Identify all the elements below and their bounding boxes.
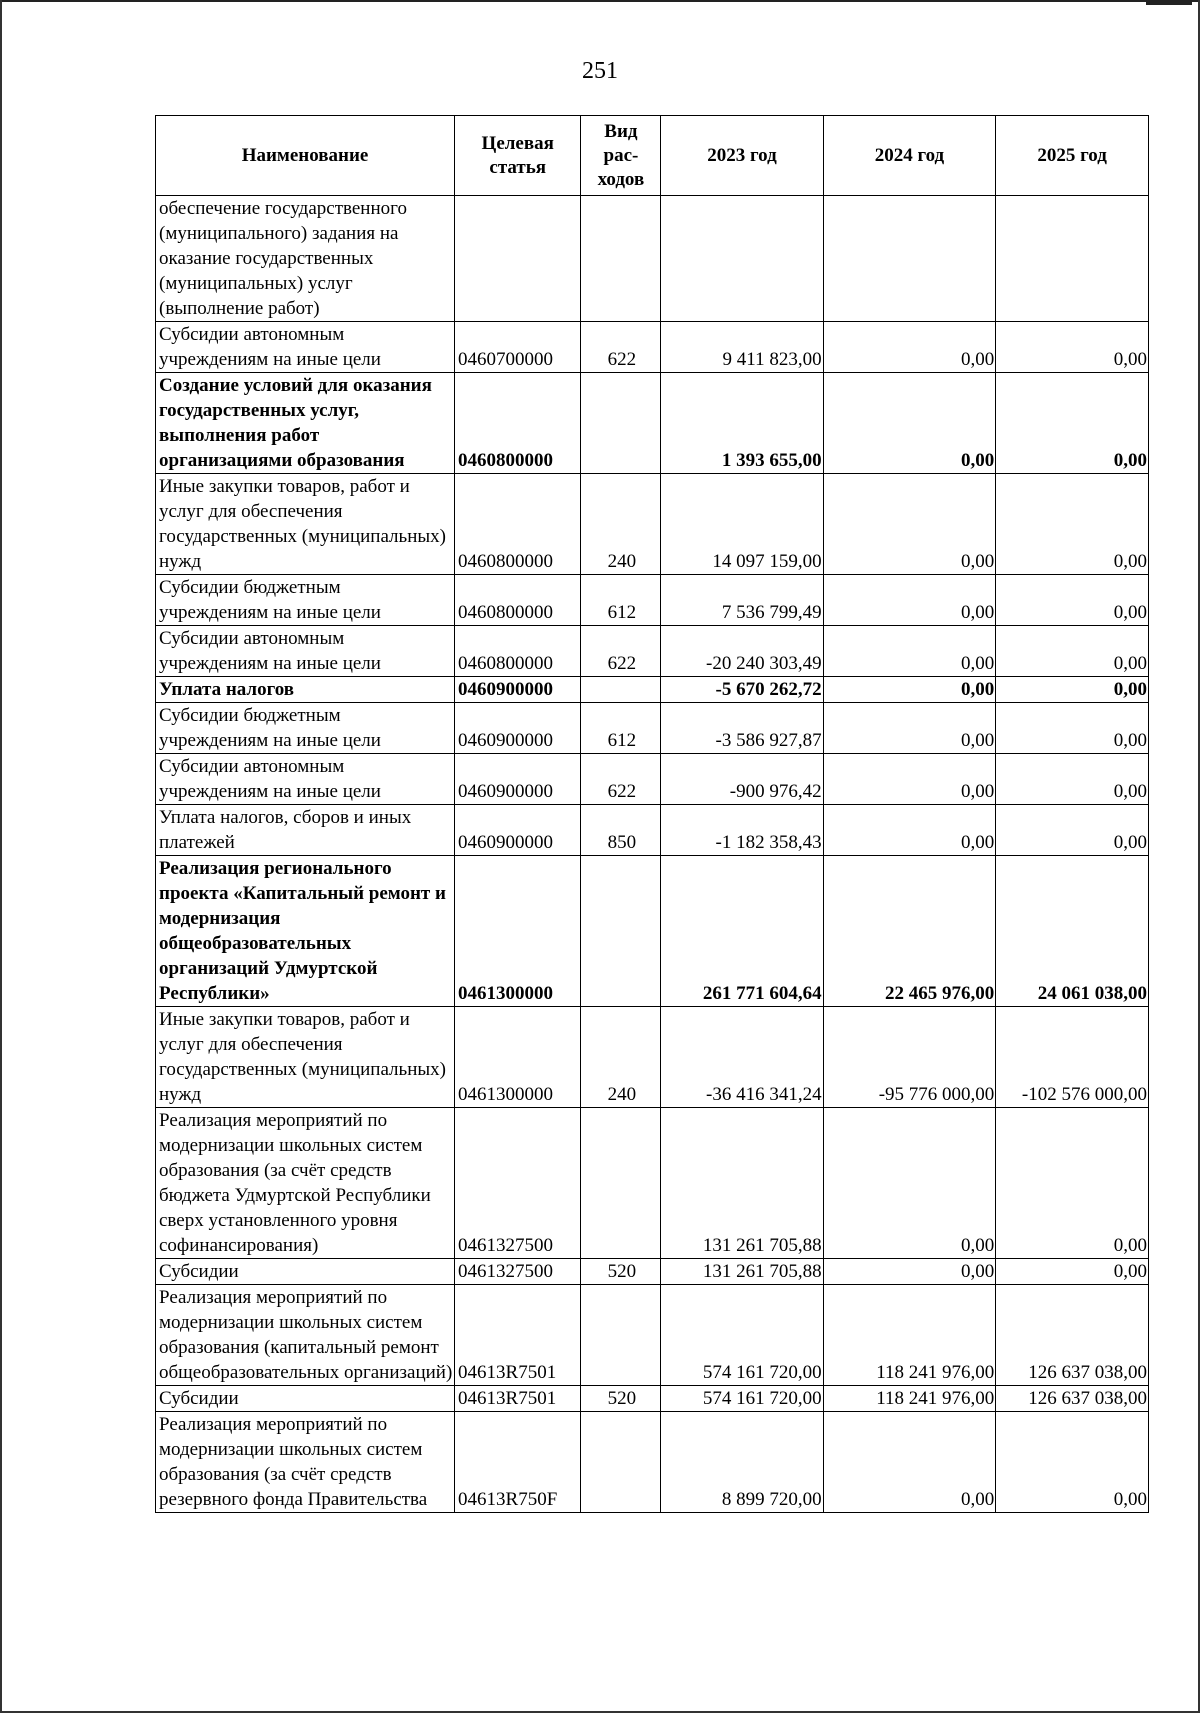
header-name: Наименование [156, 116, 455, 196]
row-type [581, 677, 661, 703]
row-code: 0460900000 [455, 703, 581, 754]
table-row [156, 196, 1149, 322]
table-row [156, 1412, 1149, 1513]
row-type [581, 1108, 661, 1259]
row-code: 0461327500 [455, 1259, 581, 1285]
row-type: 622 [581, 322, 661, 373]
row-code: 0460900000 [455, 754, 581, 805]
row-2024: 0,00 [823, 373, 996, 474]
row-code: 0460900000 [455, 805, 581, 856]
row-type: 612 [581, 575, 661, 626]
header-code: Целевая статья [455, 116, 581, 196]
row-2024: 22 465 976,00 [823, 856, 996, 1007]
row-name: Субсидии бюджетным учреждениям на иные цели [156, 703, 455, 754]
table-header-row [156, 116, 1149, 196]
table-row [156, 1007, 1149, 1108]
row-2023: 1 393 655,00 [661, 373, 823, 474]
row-2025: -102 576 000,00 [996, 1007, 1149, 1108]
table-row [156, 474, 1149, 575]
row-name: Субсидии автономным учреждениям на иные цели [156, 626, 455, 677]
row-2023: -5 670 262,72 [661, 677, 823, 703]
row-type: 612 [581, 703, 661, 754]
row-2024: 0,00 [823, 1259, 996, 1285]
row-2023: 131 261 705,88 [661, 1108, 823, 1259]
row-2025: 0,00 [996, 474, 1149, 575]
row-2023: -20 240 303,49 [661, 626, 823, 677]
row-2025: 0,00 [996, 1108, 1149, 1259]
row-2025: 0,00 [996, 373, 1149, 474]
row-2023: -36 416 341,24 [661, 1007, 823, 1108]
row-type: 622 [581, 754, 661, 805]
row-2025: 0,00 [996, 754, 1149, 805]
row-type: 850 [581, 805, 661, 856]
row-name: Реализация мероприятий по модернизации школьных систем образования (за счёт средств бюджета Удмуртской Республики сверх установленного уровня софинансирования) [156, 1108, 455, 1259]
row-code: 04613R7501 [455, 1386, 581, 1412]
row-2025: 0,00 [996, 703, 1149, 754]
row-2023: -900 976,42 [661, 754, 823, 805]
row-code: 04613R7501 [455, 1285, 581, 1386]
page-border-left [0, 0, 2, 1713]
row-2024: 0,00 [823, 626, 996, 677]
table-row [156, 703, 1149, 754]
table-row [156, 322, 1149, 373]
row-name: Иные закупки товаров, работ и услуг для обеспечения государственных (муниципальных) нужд [156, 474, 455, 575]
table-row [156, 1285, 1149, 1386]
table-row [156, 1386, 1149, 1412]
row-2023 [661, 196, 823, 322]
row-name: Уплата налогов, сборов и иных платежей [156, 805, 455, 856]
row-2025: 0,00 [996, 322, 1149, 373]
row-2025 [996, 196, 1149, 322]
row-type [581, 196, 661, 322]
row-code: 0460700000 [455, 322, 581, 373]
row-2024: 0,00 [823, 1412, 996, 1513]
row-2025: 0,00 [996, 626, 1149, 677]
row-2025: 0,00 [996, 575, 1149, 626]
page-number: 251 [582, 58, 618, 84]
row-2024: 0,00 [823, 322, 996, 373]
row-2025: 0,00 [996, 805, 1149, 856]
table-row [156, 1108, 1149, 1259]
row-name: Иные закупки товаров, работ и услуг для обеспечения государственных (муниципальных) нужд [156, 1007, 455, 1108]
row-code: 04613R750F [455, 1412, 581, 1513]
row-2024 [823, 196, 996, 322]
row-2023: 14 097 159,00 [661, 474, 823, 575]
table-row-subtotal [156, 373, 1149, 474]
header-type: Вид рас- ходов [581, 116, 661, 196]
row-2025: 0,00 [996, 677, 1149, 703]
row-name: Субсидии [156, 1259, 455, 1285]
row-2024: 0,00 [823, 575, 996, 626]
header-2025: 2025 год [996, 116, 1149, 196]
row-2023: 9 411 823,00 [661, 322, 823, 373]
header-2024: 2024 год [823, 116, 996, 196]
row-2023: 574 161 720,00 [661, 1285, 823, 1386]
table-row [156, 626, 1149, 677]
row-code: 0460800000 [455, 373, 581, 474]
row-name: Создание условий для оказания государственных услуг, выполнения работ организациями образования [156, 373, 455, 474]
row-name: обеспечение государственного (муниципального) задания на оказание государственных (муниципальных) услуг (выполнение работ) [156, 196, 455, 322]
row-type: 520 [581, 1259, 661, 1285]
row-type [581, 1285, 661, 1386]
row-name: Реализация регионального проекта «Капитальный ремонт и модернизация общеобразовательных организаций Удмуртской Республики» [156, 856, 455, 1007]
row-2024: 0,00 [823, 677, 996, 703]
row-2024: 118 241 976,00 [823, 1285, 996, 1386]
row-name: Субсидии [156, 1386, 455, 1412]
budget-table [155, 115, 1149, 1513]
row-2024: 0,00 [823, 703, 996, 754]
row-2024: 0,00 [823, 474, 996, 575]
row-code: 0460800000 [455, 626, 581, 677]
row-type [581, 1412, 661, 1513]
header-2023: 2023 год [661, 116, 823, 196]
row-code: 0461300000 [455, 1007, 581, 1108]
row-code: 0460800000 [455, 474, 581, 575]
row-name: Уплата налогов [156, 677, 455, 703]
row-name: Субсидии бюджетным учреждениям на иные цели [156, 575, 455, 626]
row-2024: 118 241 976,00 [823, 1386, 996, 1412]
row-2023: -1 182 358,43 [661, 805, 823, 856]
row-2023: 8 899 720,00 [661, 1412, 823, 1513]
row-2025: 126 637 038,00 [996, 1285, 1149, 1386]
row-code: 0461327500 [455, 1108, 581, 1259]
table-row [156, 1259, 1149, 1285]
row-code: 0460800000 [455, 575, 581, 626]
row-type [581, 856, 661, 1007]
row-2024: -95 776 000,00 [823, 1007, 996, 1108]
row-2025: 126 637 038,00 [996, 1386, 1149, 1412]
row-2024: 0,00 [823, 805, 996, 856]
row-code [455, 196, 581, 322]
row-code: 0461300000 [455, 856, 581, 1007]
table-row-subtotal [156, 856, 1149, 1007]
row-2024: 0,00 [823, 1108, 996, 1259]
table-row [156, 575, 1149, 626]
table-row [156, 805, 1149, 856]
row-type: 240 [581, 474, 661, 575]
row-2025: 0,00 [996, 1412, 1149, 1513]
row-type: 622 [581, 626, 661, 677]
row-name: Субсидии автономным учреждениям на иные цели [156, 754, 455, 805]
row-2025: 24 061 038,00 [996, 856, 1149, 1007]
row-2023: 7 536 799,49 [661, 575, 823, 626]
row-type [581, 373, 661, 474]
row-2023: 131 261 705,88 [661, 1259, 823, 1285]
row-2024: 0,00 [823, 754, 996, 805]
row-2023: -3 586 927,87 [661, 703, 823, 754]
row-type: 520 [581, 1386, 661, 1412]
row-name: Реализация мероприятий по модернизации школьных систем образования (капитальный ремонт общеобразовательных организаций) [156, 1285, 455, 1386]
row-code: 0460900000 [455, 677, 581, 703]
row-2023: 574 161 720,00 [661, 1386, 823, 1412]
scan-corner-mark [1146, 0, 1192, 5]
row-name: Субсидии автономным учреждениям на иные цели [156, 322, 455, 373]
page-border-top [0, 0, 1200, 2]
table-row [156, 754, 1149, 805]
row-type: 240 [581, 1007, 661, 1108]
table-row-subtotal [156, 677, 1149, 703]
row-2023: 261 771 604,64 [661, 856, 823, 1007]
row-2025: 0,00 [996, 1259, 1149, 1285]
row-name: Реализация мероприятий по модернизации школьных систем образования (за счёт средств резервного фонда Правительства [156, 1412, 455, 1513]
